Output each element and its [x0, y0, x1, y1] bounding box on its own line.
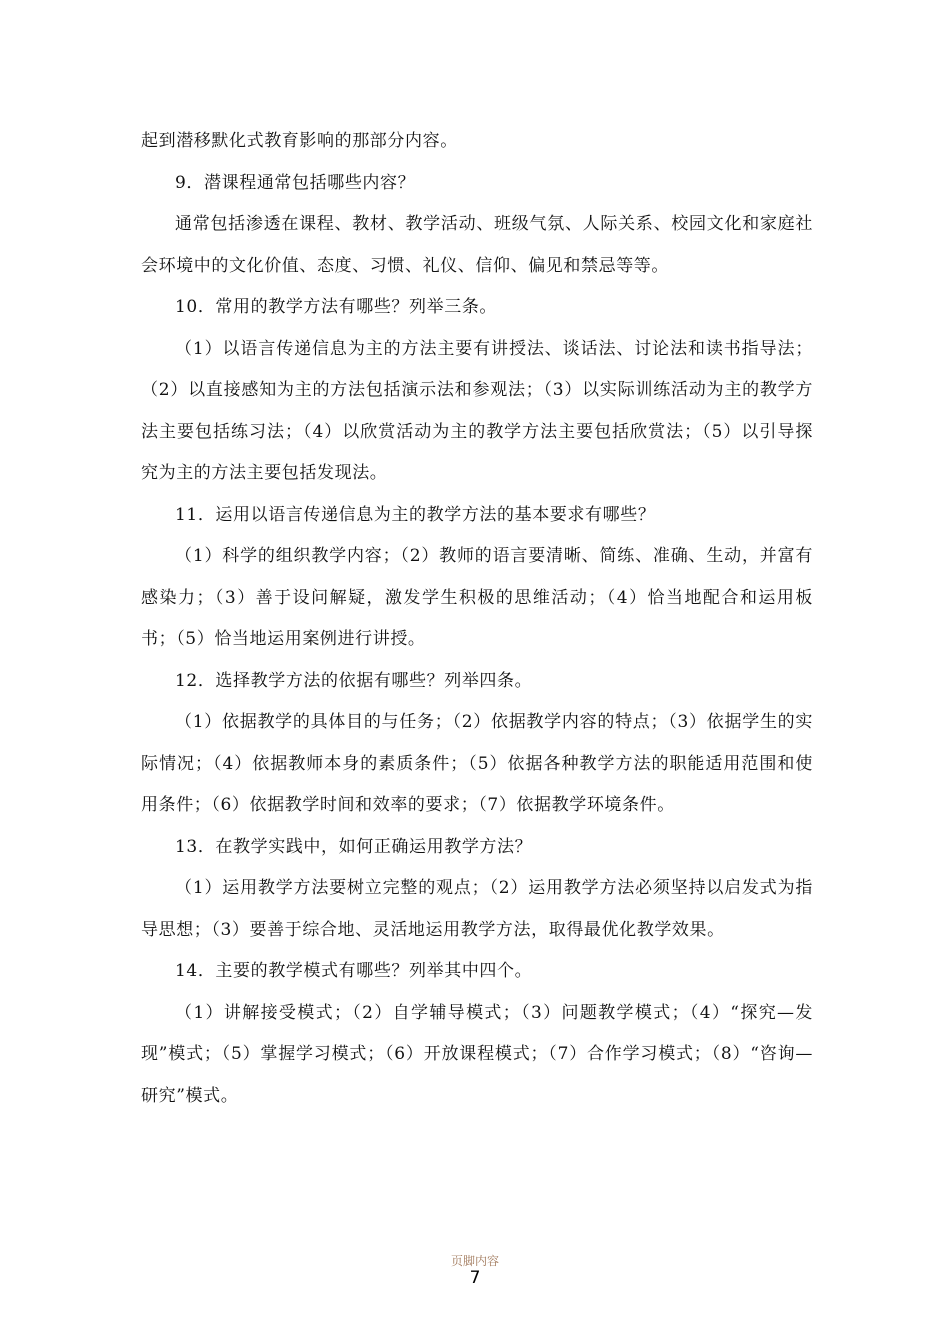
page-number: 7	[469, 1268, 481, 1288]
answer-10: （1）以语言传递信息为主的方法主要有讲授法、谈话法、讨论法和读书指导法；（2）以直接感知为主的方法包括演示法和参观法；（3）以实际训练活动为主的教学方法主要包括练习法；（4）以欣赏活动为主的教学方法主要包括欣赏法；（5）以引导探究为主的方法主要包括发现法。	[141, 338, 813, 483]
question-11: 11．运用以语言传递信息为主的教学方法的基本要求有哪些？	[175, 504, 656, 525]
footer-label: 页脚内容	[450, 1254, 499, 1268]
question-9: 9．潜课程通常包括哪些内容？	[175, 172, 416, 193]
paragraph-continuation: 起到潜移默化式教育影响的那部分内容。	[141, 131, 458, 151]
answer-11: （1）科学的组织教学内容；（2）教师的语言要清晰、简练、准确、生动，并富有感染力；（3）善于设问解疑，激发学生积极的思维活动；（4）恰当地配合和运用板书；（5）恰当地运用案例进行讲授。	[141, 546, 813, 649]
answer-13: （1）运用教学方法要树立完整的观点；（2）运用教学方法必须坚持以启发式为指导思想；（3）要善于综合地、灵活地运用教学方法，取得最优化教学效果。	[141, 878, 813, 940]
question-14: 14．主要的教学模式有哪些？列举其中四个。	[175, 961, 533, 981]
question-13: 13．在教学实践中，如何正确运用教学方法？	[175, 836, 533, 857]
question-12: 12．选择教学方法的依据有哪些？列举四条。	[175, 670, 533, 691]
answer-14: （1）讲解接受模式；（2）自学辅导模式；（3）问题教学模式；（4）“探究—发现”模式；（5）掌握学习模式；（6）开放课程模式；（7）合作学习模式；（8）“咨询—研究”模式。	[141, 1002, 813, 1106]
document-body	[141, 121, 813, 1117]
question-10: 10．常用的教学方法有哪些？列举三条。	[175, 297, 498, 317]
answer-12: （1）依据教学的具体目的与任务；（2）依据教学内容的特点；（3）依据学生的实际情况；（4）依据教师本身的素质条件；（5）依据各种教学方法的职能适用范围和使用条件；（6）依据教学时间和效率的要求；（7）依据教学环境条件。	[141, 712, 813, 815]
answer-9: 通常包括渗透在课程、教材、教学活动、班级气氛、人际关系、校园文化和家庭社会环境中的文化价值、态度、习惯、礼仪、信仰、偏见和禁忌等等。	[141, 214, 813, 276]
